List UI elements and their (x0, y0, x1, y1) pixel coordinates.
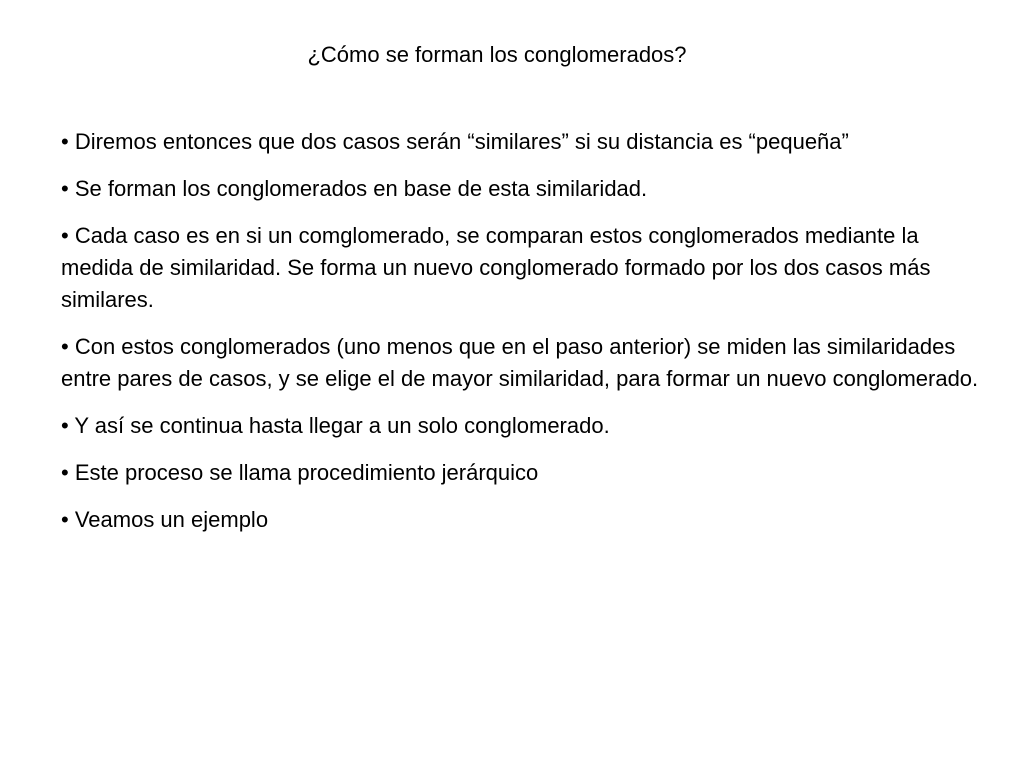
bullet-text: Veamos un ejemplo (74, 507, 269, 532)
bullet-item (61, 126, 991, 158)
bullet-item (61, 331, 991, 395)
bullet-item (61, 173, 991, 205)
bullet-item (61, 457, 991, 489)
bullet-text: Con estos conglomerados (uno menos que en el paso anterior) se miden las similaridades entre pares de casos, y se elige el de mayor similaridad, para formar un nuevo conglomerado. (61, 334, 979, 391)
bullet-text: Este proceso se llama procedimiento jerárquico (74, 460, 539, 485)
bullet-symbol: • (61, 507, 69, 532)
bullet-text: Y así se continua hasta llegar a un solo conglomerado. (74, 413, 610, 438)
bullet-text: Diremos entonces que dos casos serán “similares” si su distancia es “pequeña” (74, 129, 849, 154)
bullet-list (61, 126, 991, 551)
bullet-symbol: • (61, 460, 69, 485)
bullet-item (61, 410, 991, 442)
bullet-symbol: • (61, 413, 69, 438)
bullet-symbol: • (61, 176, 69, 201)
bullet-item (61, 220, 991, 316)
bullet-symbol: • (61, 129, 69, 154)
bullet-text: Cada caso es en si un comglomerado, se comparan estos conglomerados mediante la medida de similaridad. Se forma un nuevo conglomerado formado por los dos casos más similares. (61, 223, 931, 312)
bullet-symbol: • (61, 223, 69, 248)
bullet-text: Se forman los conglomerados en base de esta similaridad. (74, 176, 648, 201)
bullet-item (61, 504, 991, 536)
slide-title: ¿Cómo se forman los conglomerados? (307, 42, 687, 67)
bullet-symbol: • (61, 334, 69, 359)
